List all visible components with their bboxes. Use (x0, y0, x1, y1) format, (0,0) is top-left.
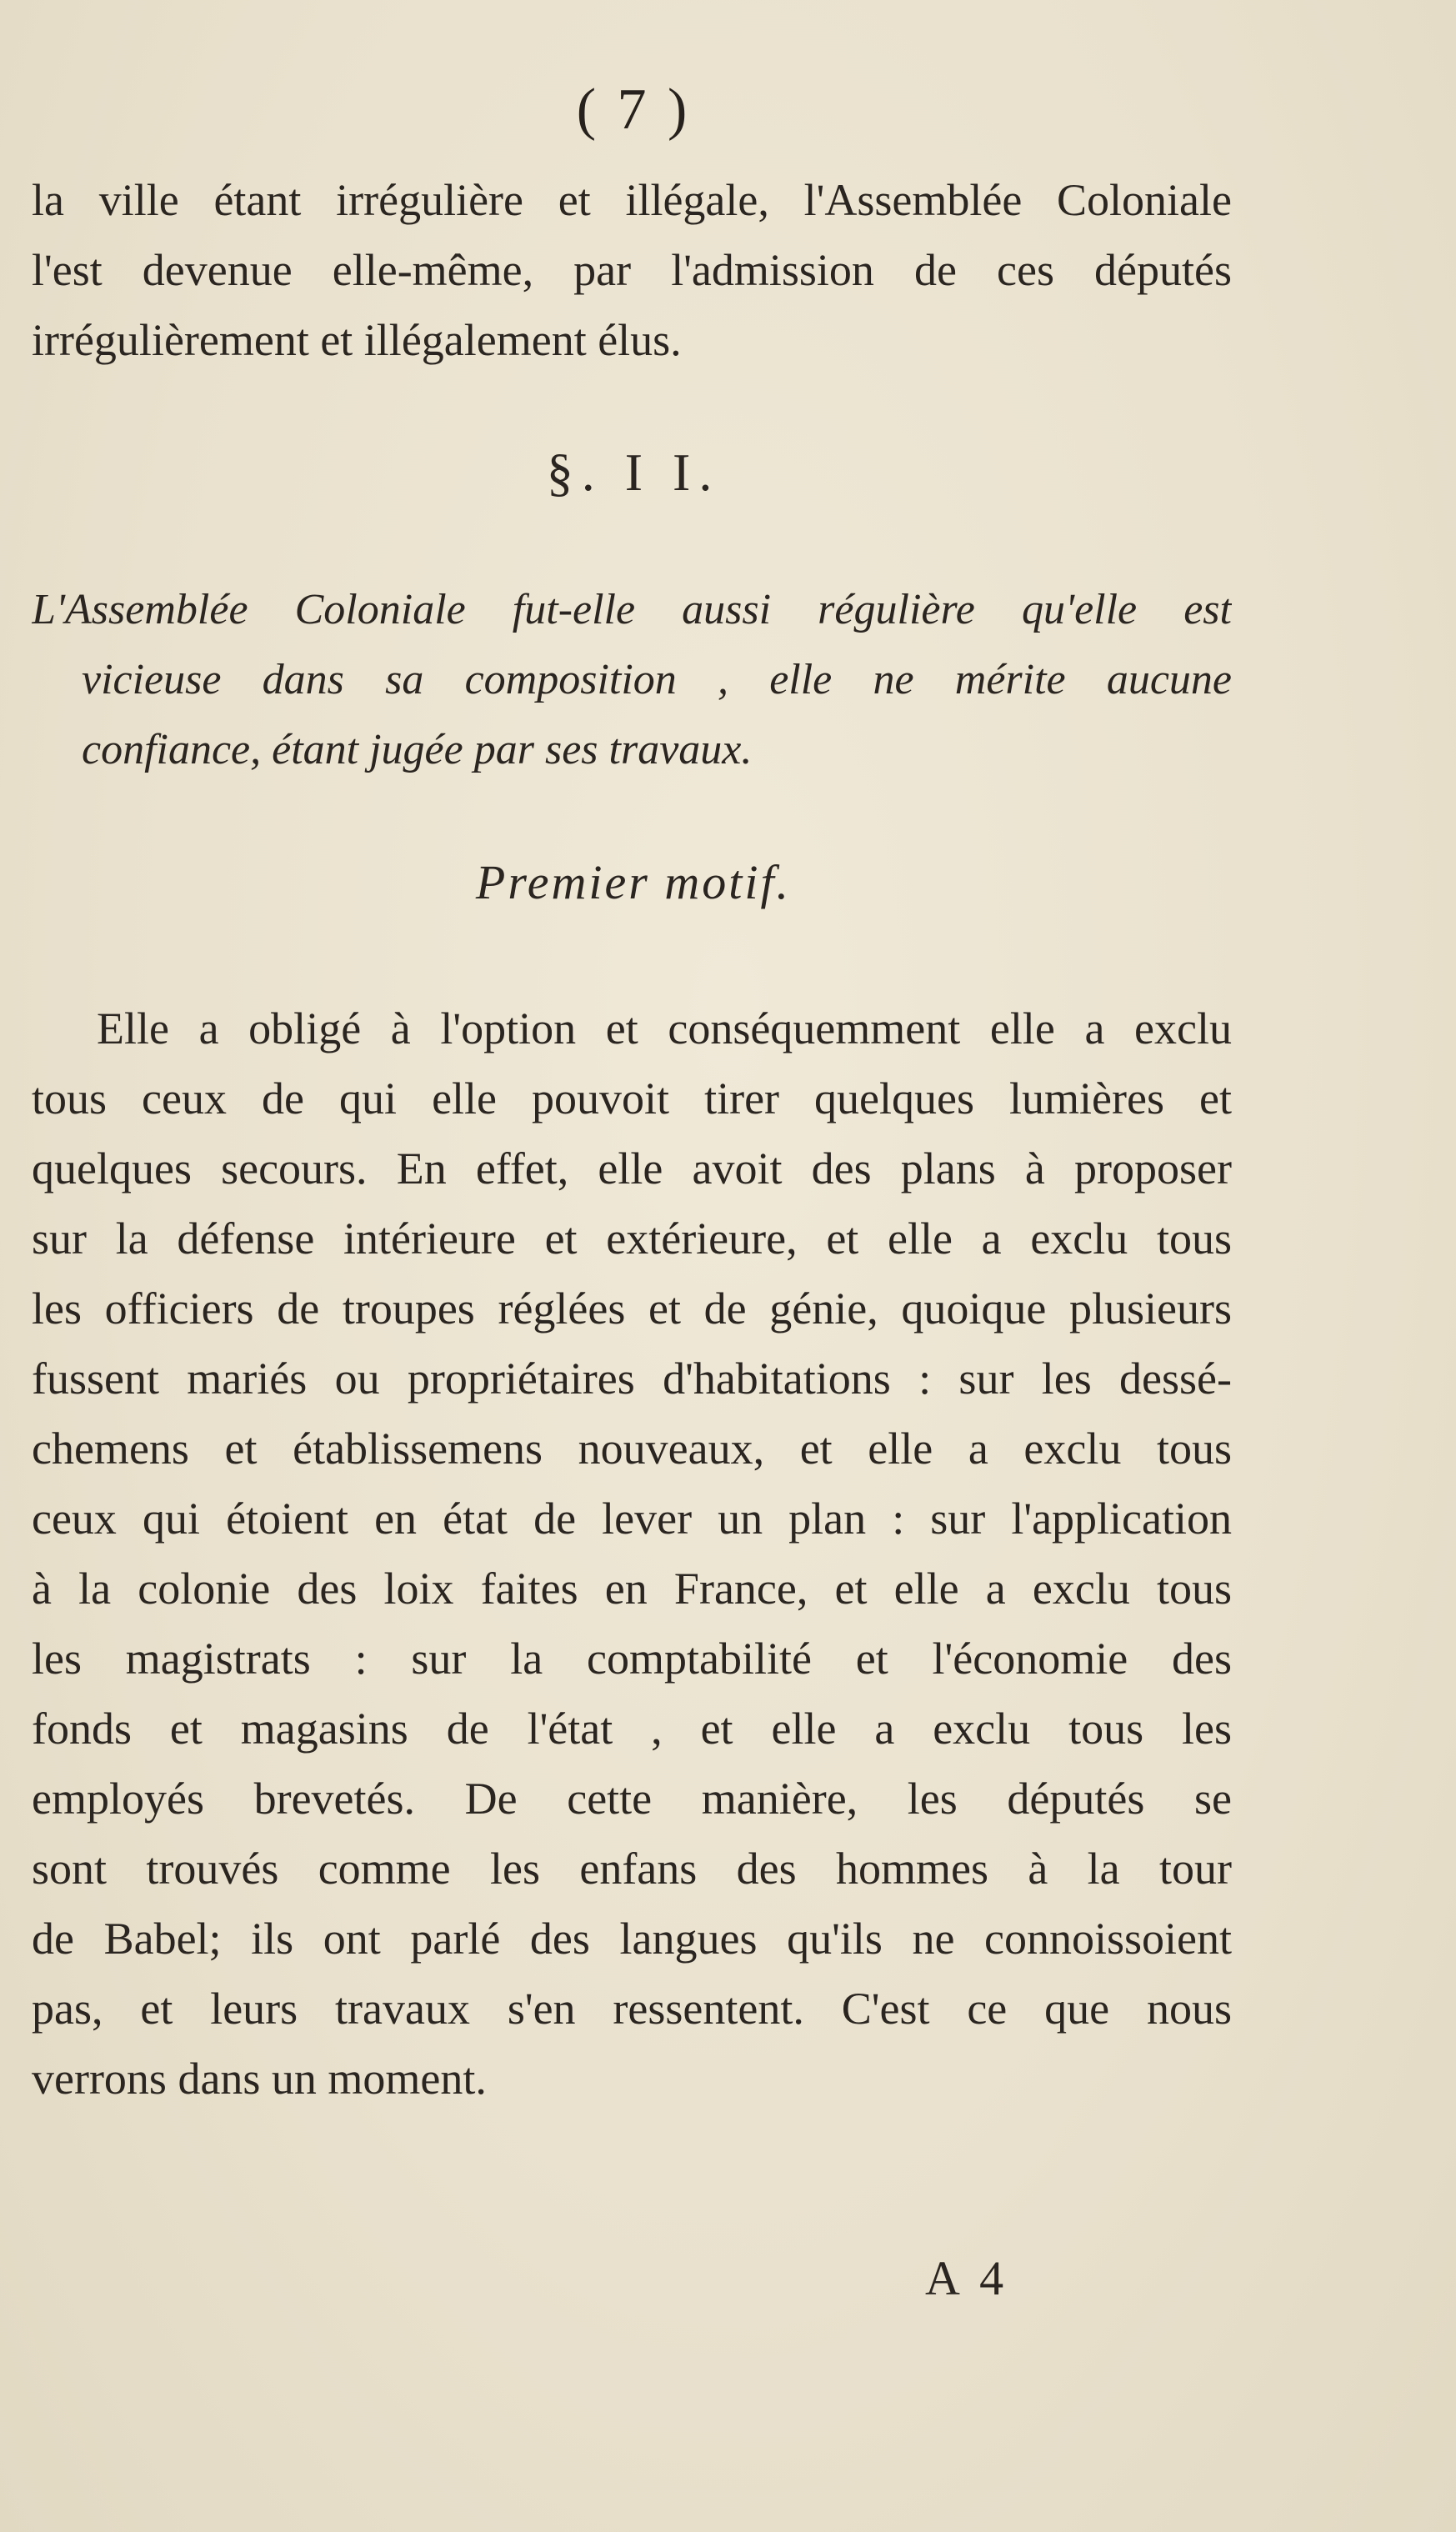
body-line: quelques secours. En effet, elle avoit des plans à proposer (32, 1143, 1232, 1193)
text-line: irrégulièrement et illégalement élus. (32, 315, 682, 365)
summary-line: vicieuse dans sa composition , elle ne mérite aucune (82, 656, 1232, 703)
subheading: Premier motif. (475, 855, 792, 909)
text-line: la ville étant irrégulière et illégale, l'Assemblée Coloniale (32, 175, 1232, 225)
body-line: chemens et établissemens nouveaux, et elle a exclu tous (32, 1424, 1232, 1474)
summary-line: L'Assemblée Coloniale fut-elle aussi régulière qu'elle est (32, 586, 1232, 633)
body-line: de Babel; ils ont parlé des langues qu'ils ne connoissoient (32, 1914, 1232, 1964)
intro-paragraph (32, 165, 1232, 375)
body-paragraph (32, 993, 1232, 2114)
body-line: pas, et leurs travaux s'en ressentent. C'est ce que nous (32, 1984, 1232, 2034)
body-line: les magistrats : sur la comptabilité et l'économie des (32, 1634, 1232, 1684)
body-line: à la colonie des loix faites en France, et elle a exclu tous (32, 1564, 1232, 1614)
body-line: Elle a obligé à l'option et conséquemment elle a exclu (97, 1003, 1232, 1053)
page-number: ( 7 ) (576, 78, 691, 142)
signature-mark: A 4 (925, 2251, 1009, 2305)
section-heading: §. I I. (546, 443, 721, 502)
body-line: verrons dans un moment. (32, 2054, 487, 2104)
summary-line: confiance, étant jugée par ses travaux. (82, 726, 753, 773)
body-line: sur la défense intérieure et extérieure, et elle a exclu tous (32, 1213, 1232, 1263)
body-line: les officiers de troupes réglées et de génie, quoique plusieurs (32, 1284, 1232, 1334)
text-line: l'est devenue elle-même, par l'admission de ces députés (32, 245, 1232, 295)
body-line: fussent mariés ou propriétaires d'habitations : sur les dessé- (32, 1354, 1232, 1404)
body-line: employés brevetés. De cette manière, les députés se (32, 1774, 1232, 1824)
body-line: sont trouvés comme les enfans des hommes à la tour (32, 1844, 1232, 1894)
body-line: ceux qui étoient en état de lever un plan : sur l'application (32, 1494, 1232, 1544)
body-line: tous ceux de qui elle pouvoit tirer quelques lumières et (32, 1073, 1232, 1123)
body-line: fonds et magasins de l'état , et elle a exclu tous les (32, 1704, 1232, 1754)
section-summary (32, 575, 1232, 785)
